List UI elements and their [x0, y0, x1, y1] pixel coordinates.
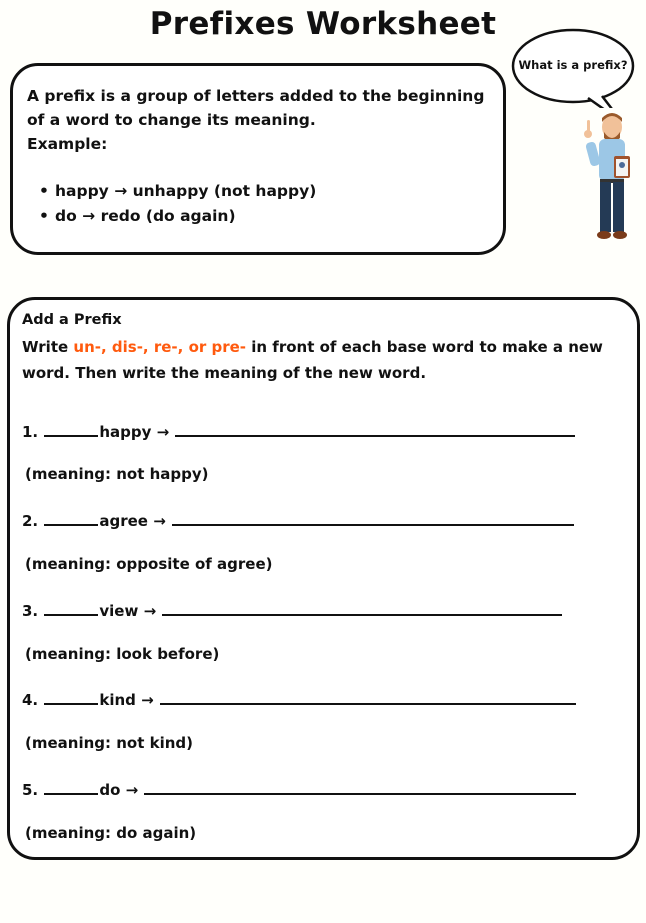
arrow-icon: →: [82, 207, 96, 225]
bullet-icon: •: [39, 207, 49, 225]
question-row: 5. do →: [22, 779, 577, 799]
prefix-blank[interactable]: [44, 779, 98, 795]
new-word-blank[interactable]: [144, 779, 576, 795]
arrow-icon: →: [153, 512, 166, 530]
page-title: Prefixes Worksheet: [149, 6, 497, 42]
intro-box: [10, 63, 506, 255]
exercise-heading: Add a Prefix: [22, 312, 122, 328]
new-word-blank[interactable]: [175, 421, 575, 437]
example-item: • do → redo (do again): [39, 204, 316, 229]
prefix-blank[interactable]: [44, 689, 98, 705]
prefix-blank[interactable]: [44, 600, 98, 616]
example-label: Example:: [27, 135, 108, 153]
exercise-instructions: Write un-, dis-, re-, or pre- in front of each base word to make a new word. Then write the meaning of the new word.: [22, 338, 603, 382]
new-word-blank[interactable]: [172, 510, 574, 526]
meaning-hint: (meaning: do again): [25, 824, 197, 842]
arrow-icon: →: [156, 423, 170, 441]
new-word-blank[interactable]: [160, 689, 576, 705]
question-row: 4. kind →: [22, 689, 577, 709]
prefix-options: un-, dis-, re-, or pre-: [73, 338, 247, 356]
question-row: 2. agree →: [22, 510, 575, 530]
arrow-icon: →: [141, 691, 154, 709]
meaning-hint: (meaning: opposite of agree): [25, 555, 273, 573]
example-item: • happy → unhappy (not happy): [39, 179, 316, 204]
question-row: 1. happy →: [22, 421, 576, 441]
arrow-icon: →: [114, 182, 128, 200]
new-word-blank[interactable]: [162, 600, 562, 616]
question-row: 3. view →: [22, 600, 563, 620]
meaning-hint: (meaning: not happy): [25, 465, 209, 483]
bullet-icon: •: [39, 182, 49, 200]
teacher-holding-clipboard-icon: [578, 112, 642, 242]
arrow-icon: →: [143, 602, 157, 620]
definition-line-2: of a word to change its meaning.: [27, 111, 316, 129]
intro-definition: [27, 84, 507, 156]
speech-bubble-text: What is a prefix?: [518, 58, 628, 72]
arrow-icon: →: [125, 781, 139, 799]
definition-line-1: A prefix is a group of letters added to the beginning: [27, 87, 485, 105]
example-list: [39, 179, 316, 229]
prefix-blank[interactable]: [44, 510, 98, 526]
meaning-hint: (meaning: not kind): [25, 734, 194, 752]
meaning-hint: (meaning: look before): [25, 645, 220, 663]
prefix-blank[interactable]: [44, 421, 98, 437]
